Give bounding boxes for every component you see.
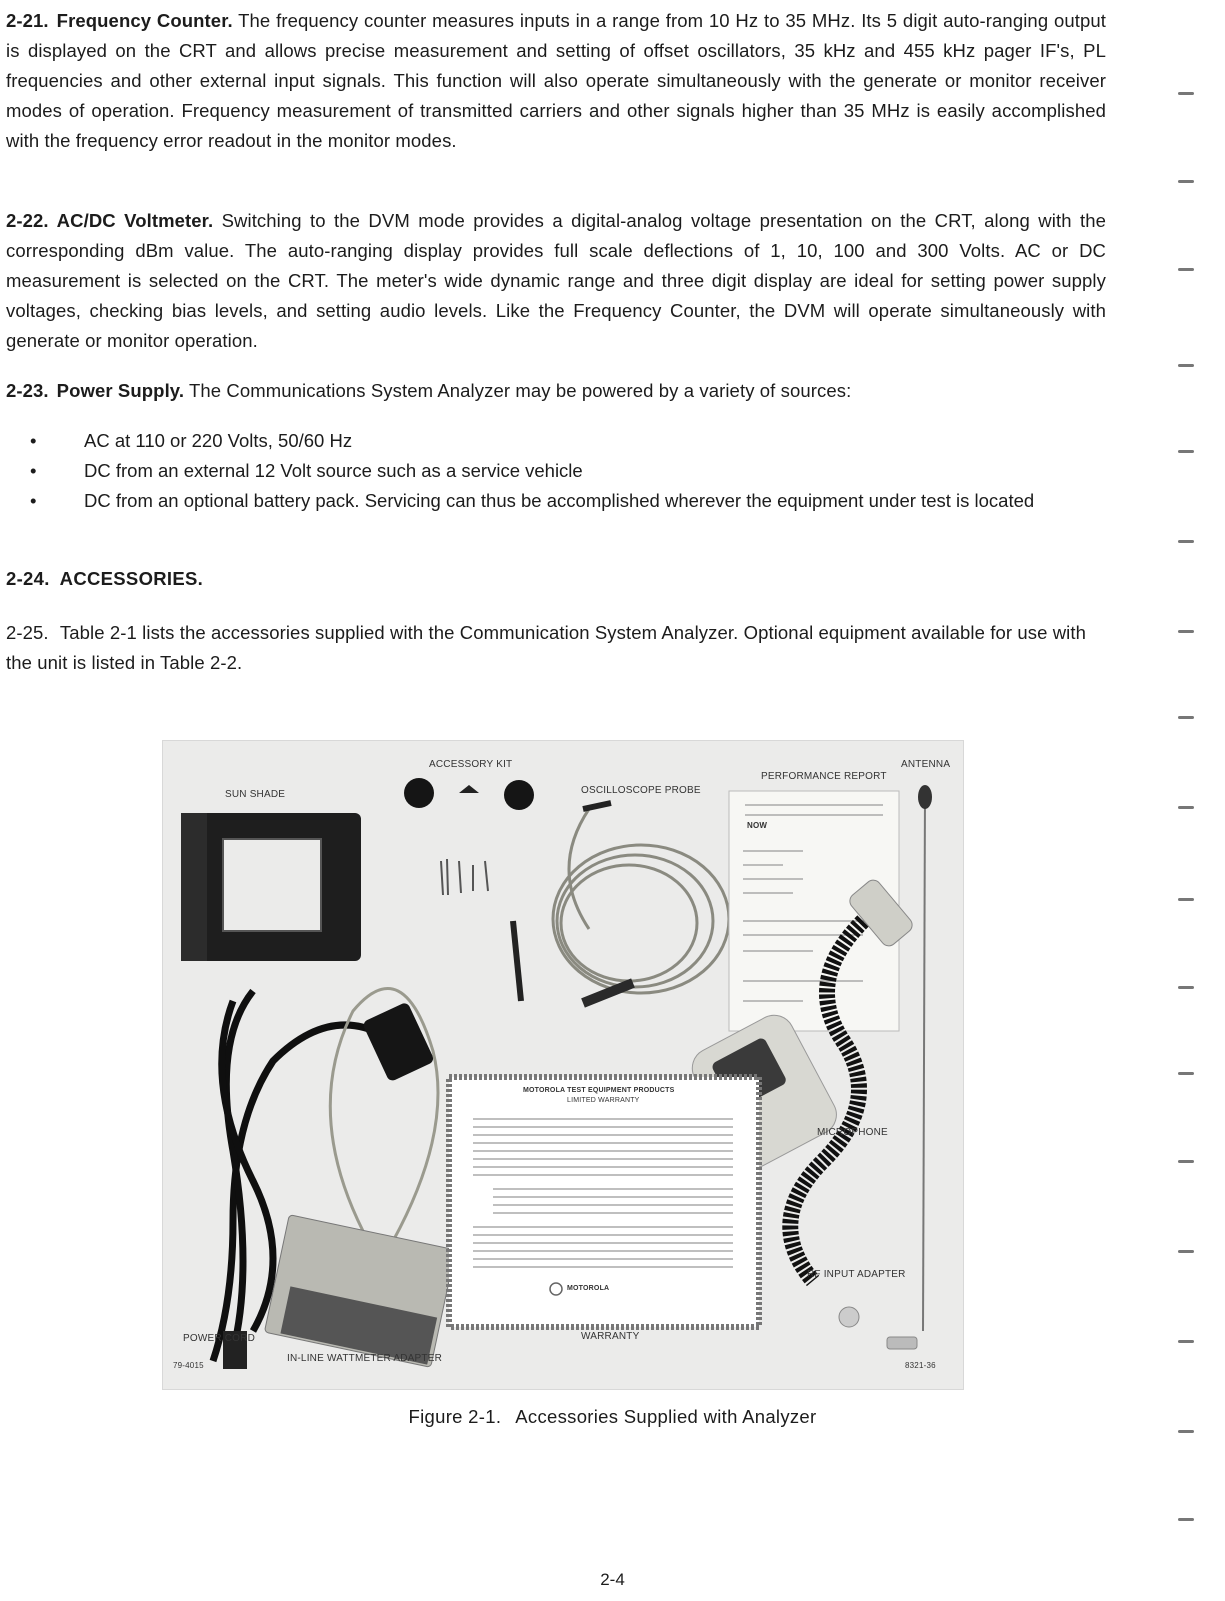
- paragraph-voltmeter: [6, 206, 1106, 356]
- label-wattmeter-adapter: IN-LINE WATTMETER ADAPTER: [287, 1353, 443, 1364]
- section-heading: AC/DC Voltmeter.: [56, 210, 214, 231]
- label-antenna: ANTENNA: [901, 759, 951, 770]
- photo-id-left: 79-4015: [173, 1361, 204, 1370]
- paragraph-power-supply: [6, 376, 1106, 406]
- figure-caption: [0, 1406, 1225, 1428]
- label-warranty: WARRANTY: [581, 1331, 640, 1342]
- label-power-cord: POWER CORD: [183, 1333, 255, 1344]
- paragraph-frequency-counter: [6, 6, 1106, 156]
- list-item: • AC at 110 or 220 Volts, 50/60 Hz: [30, 426, 1106, 456]
- section-body: The frequency counter measures inputs in a range from 10 Hz to 35 MHz. Its 5 digit auto-ranging output is displayed on the CRT and allows precise measurement and setting of offset oscillators, 35 kHz and 455 kHz pager IF's, PL frequencies and other external input signals. This function will also operate simultaneously with the generate or monitor receiver modes of operation. Frequency measurement of transmitted carriers and other signals higher than 35 MHz is easily accomplished with the frequency error readout in the monitor modes.: [6, 10, 1106, 151]
- section-number: 2-21.: [6, 10, 49, 31]
- label-performance-report: PERFORMANCE REPORT: [761, 771, 887, 782]
- warranty-subtitle: LIMITED WARRANTY: [567, 1097, 640, 1104]
- warranty-brand: MOTOROLA: [567, 1285, 610, 1292]
- label-rf-input-adapter: RF INPUT ADAPTER: [807, 1269, 906, 1280]
- power-source-list: [30, 426, 1106, 516]
- label-oscilloscope-probe: OSCILLOSCOPE PROBE: [581, 785, 701, 796]
- section-number: 2-24.: [6, 568, 50, 589]
- label-sun-shade: SUN SHADE: [225, 789, 286, 800]
- section-heading: ACCESSORIES.: [59, 568, 204, 589]
- section-body: Switching to the DVM mode provides a digital-analog voltage presentation on the CRT, along with the corresponding dBm value. The auto-ranging display provides full scale deflections of 1, 10, 100 and 300 Volts. AC or DC measurement is selected on the CRT. The meter's wide dynamic range and three digit display are ideal for setting power supply voltages, checking bias levels, and setting audio levels. Like the Frequency Counter, the DVM will operate simultaneously with generate or monitor operation.: [6, 210, 1106, 351]
- label-microphone: MICROPHONE: [817, 1127, 888, 1138]
- report-now-word: NOW: [747, 821, 768, 830]
- oscilloscope-probe-item: [513, 803, 729, 1003]
- section-heading: Power Supply.: [56, 380, 185, 401]
- accessories-photo: [162, 740, 964, 1390]
- section-body: Table 2-1 lists the accessories supplied with the Communication System Analyzer. Optional equipment available for use with the unit is listed in Table 2-2.: [6, 622, 1087, 673]
- rf-input-adapter-item: [839, 1307, 917, 1349]
- section-number: 2-25.: [6, 622, 49, 643]
- accessories-illustration: [163, 741, 963, 1389]
- figure-caption-text: Accessories Supplied with Analyzer: [515, 1406, 817, 1427]
- paragraph-table-reference: [6, 618, 1106, 678]
- photo-id-right: 8321-36: [905, 1361, 936, 1370]
- section-number: 2-22.: [6, 210, 49, 231]
- section-heading: Frequency Counter.: [56, 10, 233, 31]
- warranty-title: MOTOROLA TEST EQUIPMENT PRODUCTS: [523, 1087, 675, 1094]
- label-accessory-kit: ACCESSORY KIT: [429, 759, 513, 770]
- section-body: The Communications System Analyzer may be powered by a variety of sources:: [188, 380, 852, 401]
- accessories-heading: [6, 568, 203, 590]
- list-item: • DC from an optional battery pack. Servicing can thus be accomplished wherever the equipment under test is located: [30, 486, 1106, 516]
- accessory-kit-item: [404, 778, 534, 895]
- list-item: • DC from an external 12 Volt source such as a service vehicle: [30, 456, 1106, 486]
- page-number: 2-4: [600, 1570, 625, 1589]
- figure-caption-number: Figure 2-1.: [408, 1406, 502, 1427]
- section-number: 2-23.: [6, 380, 49, 401]
- antenna-item: [918, 785, 932, 1331]
- sun-shade-item: [181, 813, 361, 961]
